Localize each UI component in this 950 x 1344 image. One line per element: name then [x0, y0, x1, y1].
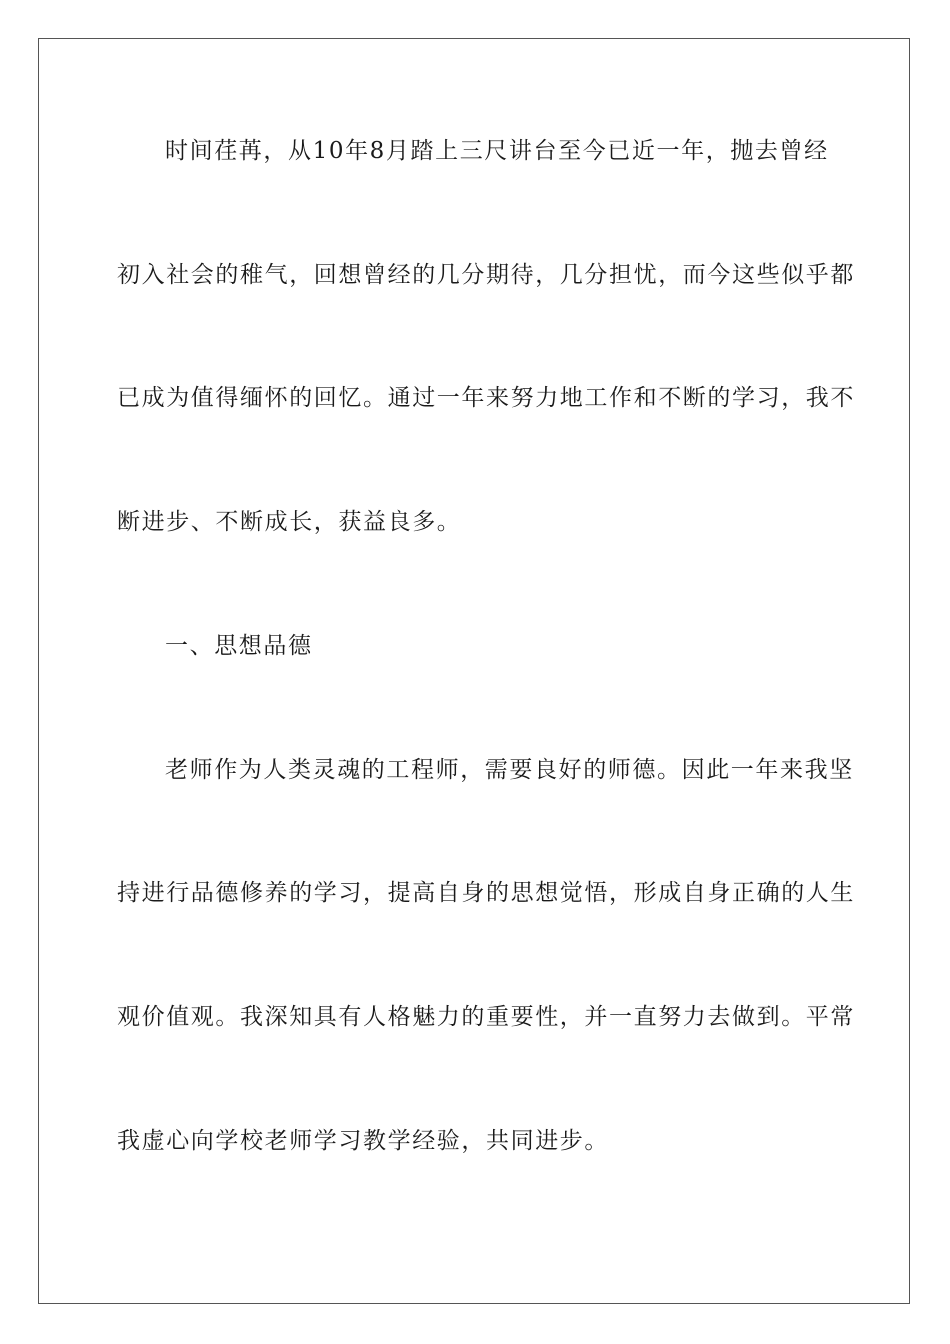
paragraph-2-line-1: 老师作为人类灵魂的工程师，需要良好的师德。因此一年来我坚 — [165, 757, 854, 783]
paragraph-1-line-3: 已成为值得缅怀的回忆。通过一年来努力地工作和不断的学习，我不 — [117, 385, 855, 411]
paragraph-1-line-4: 断进步、不断成长，获益良多。 — [117, 509, 462, 535]
paragraph-1-line-2: 初入社会的稚气，回想曾经的几分期待，几分担忧，而今这些似乎都 — [117, 262, 855, 288]
paragraph-2-line-3: 观价值观。我深知具有人格魅力的重要性，并一直努力去做到。平常 — [117, 1004, 855, 1030]
paragraph-2-line-2: 持进行品德修养的学习，提高自身的思想觉悟，形成自身正确的人生 — [117, 880, 855, 906]
page-border — [38, 38, 910, 1304]
paragraph-2-line-4: 我虚心向学校老师学习教学经验，共同进步。 — [117, 1128, 609, 1154]
paragraph-1-line-1: 时间荏苒，从10年8月踏上三尺讲台至今已近一年，抛去曾经 — [165, 138, 829, 164]
section-heading: 一、思想品德 — [165, 633, 313, 659]
